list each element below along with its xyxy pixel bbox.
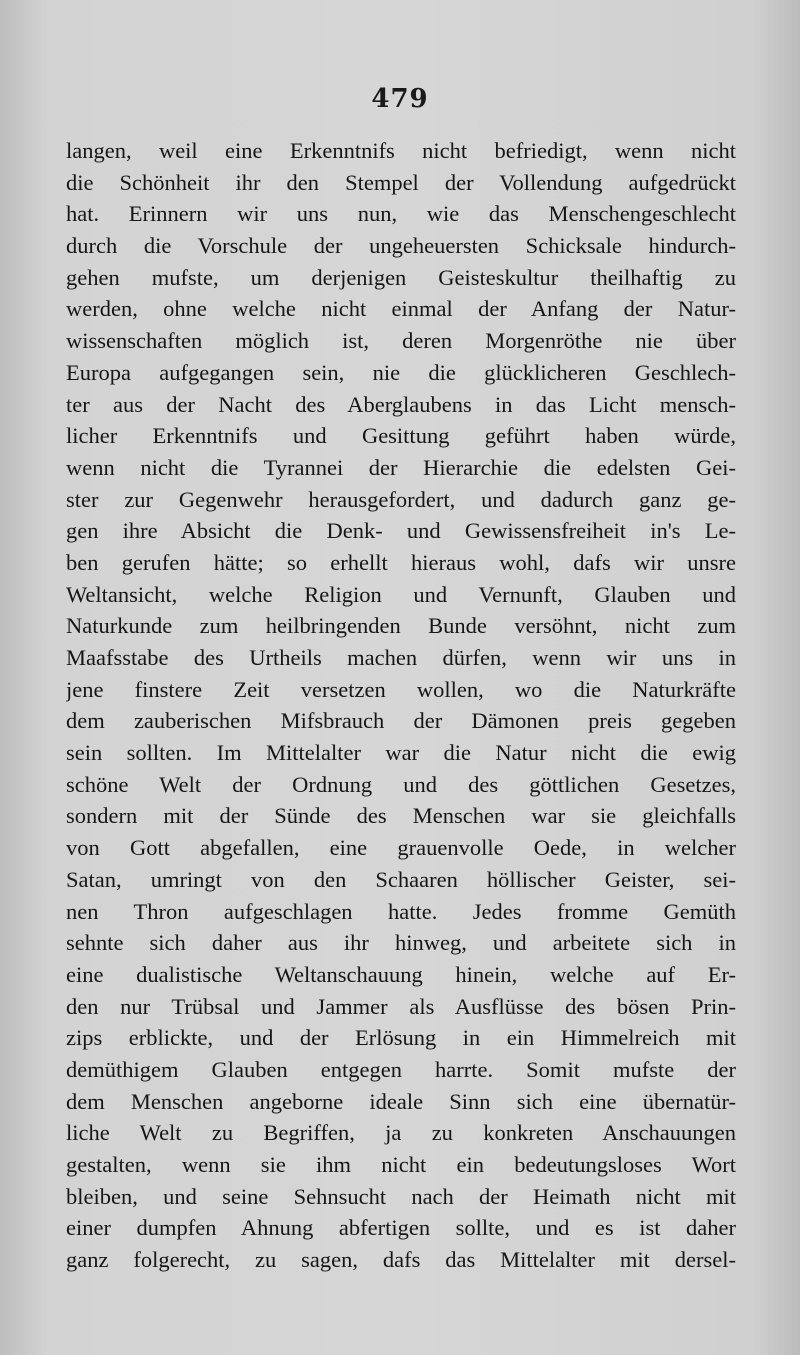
text-line: einer dumpfen Ahnung abfertigen sollte, und es ist daher — [66, 1215, 736, 1241]
text-line: Weltansicht, welche Religion und Vernunft, Glauben und — [66, 581, 736, 607]
text-line: jene finstere Zeit versetzen wollen, wo die Naturkräfte — [66, 676, 736, 702]
text-line: ster zur Gegenwehr herausgefordert, und dadurch ganz ge- — [66, 486, 736, 512]
text-line: ganz folgerecht, zu sagen, dafs das Mittelalter mit dersel- — [66, 1247, 736, 1273]
text-line: eine dualistische Weltanschauung hinein, welche auf Er- — [66, 961, 736, 987]
text-line: wenn nicht die Tyrannei der Hierarchie die edelsten Gei- — [66, 454, 736, 480]
page-number: 479 — [371, 84, 429, 114]
text-line: Satan, umringt von den Schaaren höllischer Geister, sei- — [66, 866, 736, 892]
text-line: dem Menschen angeborne ideale Sinn sich eine übernatür- — [66, 1088, 736, 1114]
text-line: ben gerufen hätte; so erhellt hieraus wohl, dafs wir unsre — [66, 549, 736, 575]
text-line: die Schönheit ihr den Stempel der Vollendung aufgedrückt — [66, 169, 736, 195]
text-line: den nur Trübsal und Jammer als Ausflüsse des bösen Prin- — [66, 993, 736, 1019]
text-line: Naturkunde zum heilbringenden Bunde versöhnt, nicht zum — [66, 613, 736, 639]
text-line: wissenschaften möglich ist, deren Morgenröthe nie über — [66, 328, 736, 354]
text-line: demüthigem Glauben entgegen harrte. Somit mufste der — [66, 1056, 736, 1082]
text-line: zips erblickte, und der Erlösung in ein Himmelreich mit — [66, 1025, 736, 1051]
text-line: gehen mufste, um derjenigen Geisteskultur theilhaftig zu — [66, 264, 736, 290]
text-line: gestalten, wenn sie ihm nicht ein bedeutungsloses Wort — [66, 1152, 736, 1177]
text-line: liche Welt zu Begriffen, ja zu konkreten Anschauungen — [66, 1120, 736, 1146]
text-line: Europa aufgegangen sein, nie die glücklicheren Geschlech- — [66, 359, 736, 385]
text-line: hat. Erinnern wir uns nun, wie das Menschengeschlecht — [66, 201, 736, 227]
text-line: sondern mit der Sünde des Menschen war sie gleichfalls — [66, 803, 736, 829]
text-line: bleiben, und seine Sehnsucht nach der Heimath nicht mit — [66, 1183, 736, 1209]
text-line: von Gott abgefallen, eine grauenvolle Oede, in welcher — [66, 835, 736, 861]
text-line: Maafsstabe des Urtheils machen dürfen, wenn wir uns in — [66, 645, 736, 670]
text-line: nen Thron aufgeschlagen hatte. Jedes fromme Gemüth — [66, 898, 736, 924]
text-line: licher Erkenntnifs und Gesittung geführt haben würde, — [66, 423, 736, 449]
text-line: sehnte sich daher aus ihr hinweg, und arbeitete sich in — [66, 930, 736, 956]
text-line: sein sollten. Im Mittelalter war die Natur nicht die ewig — [66, 740, 736, 766]
body-text — [66, 135, 736, 1276]
text-line: gen ihre Absicht die Denk- und Gewissensfreiheit in's Le- — [66, 518, 736, 544]
text-line: langen, weil eine Erkenntnifs nicht befriedigt, wenn nicht — [66, 138, 736, 163]
text-line: durch die Vorschule der ungeheuersten Schicksale hindurch- — [66, 233, 736, 259]
text-line: werden, ohne welche nicht einmal der Anfang der Natur- — [66, 296, 736, 322]
text-line: schöne Welt der Ordnung und des göttlichen Gesetzes, — [66, 771, 736, 797]
text-line: ter aus der Nacht des Aberglaubens in das Licht mensch- — [66, 391, 736, 417]
text-line: dem zauberischen Mifsbrauch der Dämonen preis gegeben — [66, 708, 736, 734]
